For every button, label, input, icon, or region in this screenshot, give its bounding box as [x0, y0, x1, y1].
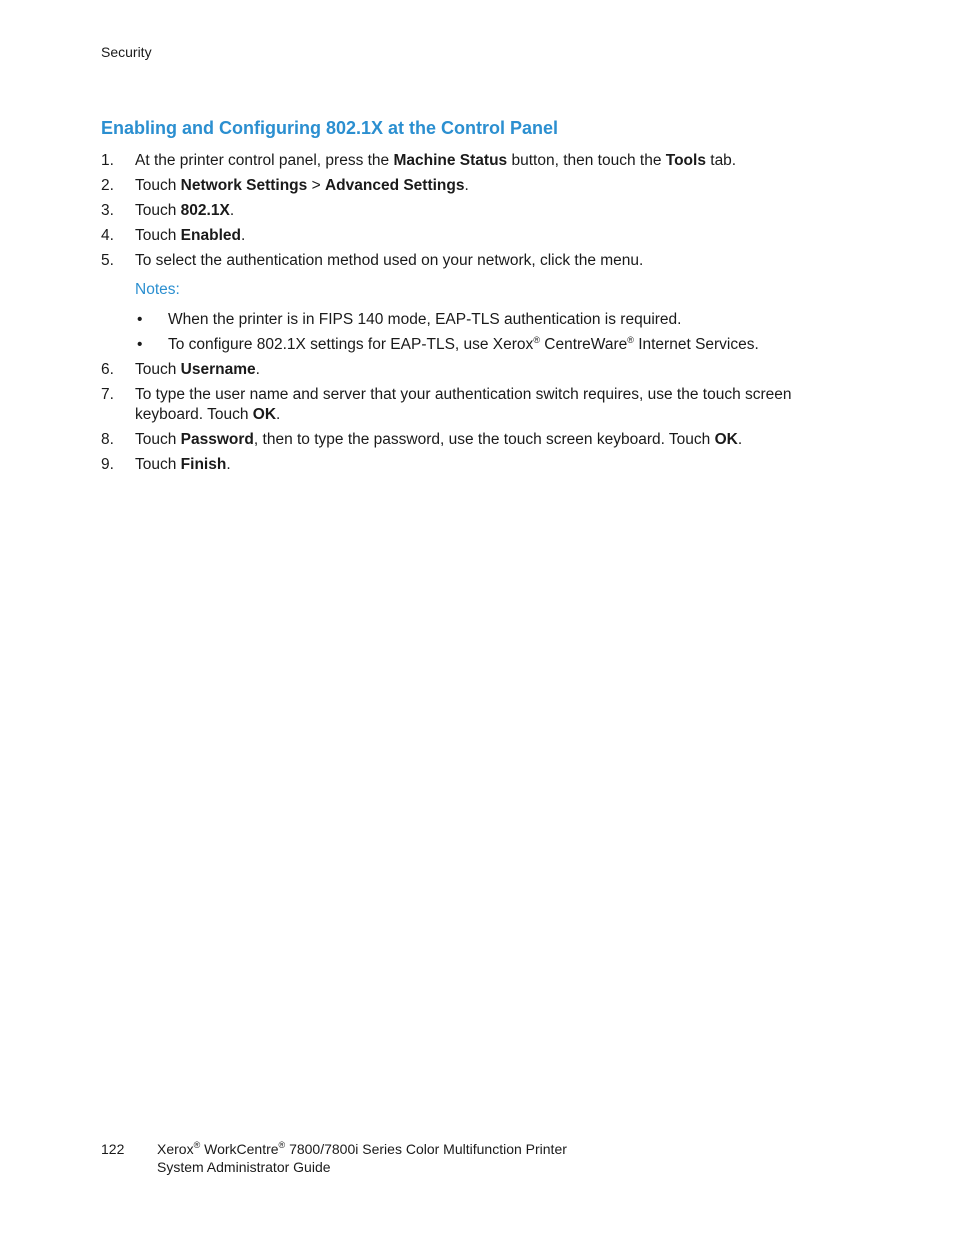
step-item	[101, 226, 841, 246]
text-run: .	[464, 177, 469, 194]
step-item	[101, 176, 841, 196]
section-title: Enabling and Configuring 802.1X at the Control Panel	[101, 118, 559, 138]
text-run: Touch	[135, 361, 181, 378]
text-run: Internet Services.	[633, 336, 759, 353]
step-number: 2.	[101, 177, 114, 194]
step-item	[101, 201, 841, 221]
step-item	[101, 251, 841, 271]
product-name	[157, 1140, 567, 1158]
ui-term: Finish	[180, 456, 227, 473]
steps-part-one	[101, 151, 841, 271]
text-run: Touch	[135, 431, 181, 448]
text-run: .	[276, 406, 281, 423]
step-text	[135, 152, 736, 169]
text-run: .	[737, 431, 743, 448]
note-text	[168, 311, 681, 328]
running-header: Security	[101, 44, 152, 60]
step-item	[101, 385, 841, 425]
ui-term: Enabled	[180, 227, 241, 244]
ui-term: OK	[252, 406, 277, 423]
instruction-list	[101, 151, 841, 480]
text-run: Touch	[135, 456, 181, 473]
step-number: 7.	[101, 386, 114, 403]
step-text	[135, 177, 469, 194]
ui-term: Network Settings	[180, 177, 308, 194]
steps-part-two	[101, 360, 841, 475]
step-number: 6.	[101, 361, 114, 378]
step-item	[101, 455, 841, 475]
text-run: .	[255, 361, 260, 378]
step-item	[101, 360, 841, 380]
step-text	[135, 456, 231, 473]
bullet-icon: •	[137, 311, 143, 328]
step-number: 9.	[101, 456, 114, 473]
note-item	[101, 335, 841, 355]
text-run: To select the authentication method used on your network, click the menu.	[135, 252, 644, 269]
ui-term: OK	[714, 431, 738, 448]
text-run: >	[307, 177, 325, 194]
text-run: To type the user name and server that your authentication switch requires, use the touch screen keyboard. Touch	[135, 386, 792, 423]
page-number: 122	[101, 1141, 125, 1157]
step-item	[101, 151, 841, 171]
step-item	[101, 430, 841, 450]
text-run: .	[229, 202, 235, 219]
step-text	[135, 202, 234, 219]
step-number: 4.	[101, 227, 114, 244]
step-number: 8.	[101, 431, 114, 448]
guide-name: System Administrator Guide	[157, 1159, 331, 1175]
ui-term: Advanced Settings	[324, 177, 465, 194]
step-text	[135, 386, 792, 423]
bullet-icon: •	[137, 336, 143, 353]
ui-term: Machine Status	[393, 152, 508, 169]
ui-term: 802.1X	[180, 202, 230, 219]
step-text	[135, 361, 260, 378]
text-run: .	[240, 227, 246, 244]
registered-mark: ®	[627, 335, 634, 345]
text-run: button, then touch the	[507, 152, 666, 169]
text-run: Touch	[135, 202, 181, 219]
step-number: 1.	[101, 152, 114, 169]
text-run: .	[226, 456, 231, 473]
step-number: 5.	[101, 252, 114, 269]
note-text	[168, 336, 759, 353]
ui-term: Tools	[665, 152, 706, 169]
note-item	[101, 310, 841, 330]
text-run: At the printer control panel, press the	[135, 152, 394, 169]
text-run: 7800/7800i Series Color Multifunction Printer	[285, 1141, 567, 1157]
registered-mark: ®	[533, 335, 540, 345]
text-run: Xerox	[157, 1141, 194, 1157]
text-run: When the printer is in FIPS 140 mode, EAP-TLS authentication is required.	[168, 311, 682, 328]
text-run: WorkCentre	[200, 1141, 279, 1157]
step-text	[135, 252, 643, 269]
step-text	[135, 431, 742, 448]
step-number: 3.	[101, 202, 114, 219]
text-run: , then to type the password, use the touch screen keyboard. Touch	[253, 431, 715, 448]
ui-term: Username	[180, 361, 256, 378]
text-run: To configure 802.1X settings for EAP-TLS, use Xerox	[168, 336, 534, 353]
text-run: Touch	[135, 227, 181, 244]
registered-mark: ®	[278, 1140, 286, 1150]
ui-term: Password	[180, 431, 254, 448]
notes-label: Notes:	[135, 281, 180, 298]
text-run: CentreWare	[539, 336, 628, 353]
step-text	[135, 227, 245, 244]
text-run: tab.	[705, 152, 737, 169]
text-run: Touch	[135, 177, 181, 194]
product-title	[157, 1140, 567, 1176]
registered-mark: ®	[193, 1140, 201, 1150]
notes-list	[101, 310, 841, 355]
